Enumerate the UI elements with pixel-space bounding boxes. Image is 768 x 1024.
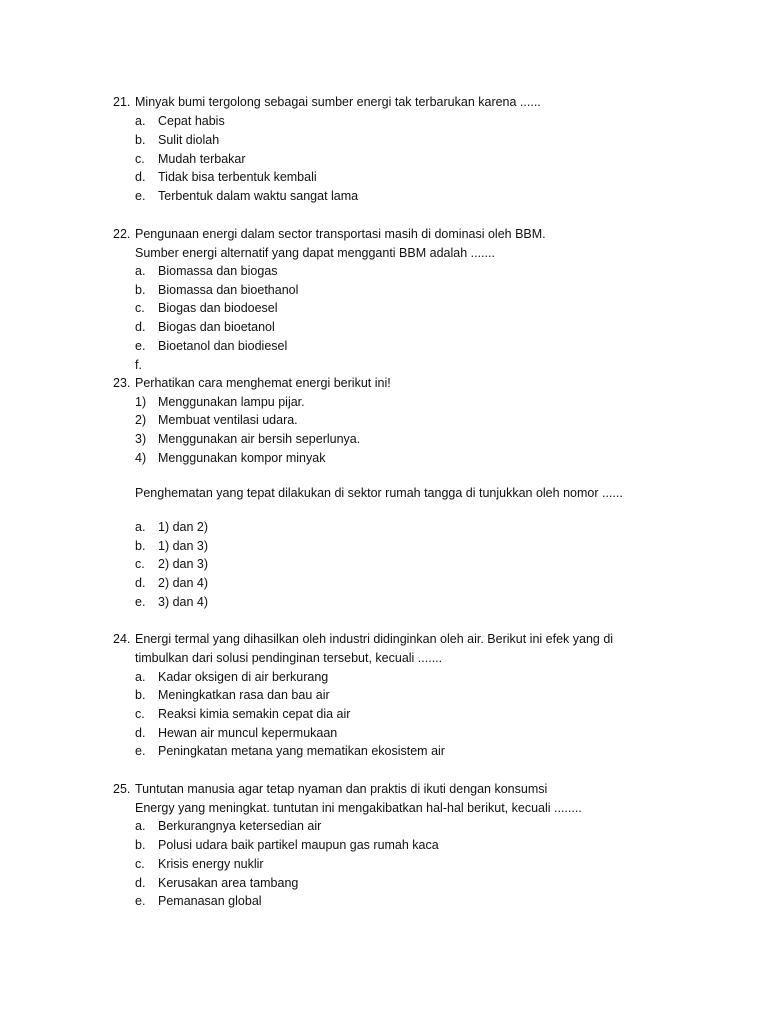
option-text: Hewan air muncul kepermukaan [158,726,338,740]
question-number: 23. [113,376,131,390]
option-label: a. [135,264,146,278]
option-text: Biomassa dan biogas [158,264,278,278]
option-label: c. [135,301,145,315]
option-label: c. [135,857,145,871]
option-label: e. [135,744,146,758]
statement-label: 2) [135,413,147,427]
option-text: Reaksi kimia semakin cepat dia air [158,707,351,721]
option-label: c. [135,557,145,571]
option-label: f. [135,358,142,372]
option-text: Peningkatan metana yang mematikan ekosistem air [158,744,445,758]
option-text: Kerusakan area tambang [158,876,299,890]
option-label: e. [135,894,146,908]
question-number: 22. [113,227,131,241]
option-text: Tidak bisa terbentuk kembali [158,170,317,184]
option-label: c. [135,707,145,721]
option-text: Pemanasan global [158,894,262,908]
question-number: 24. [113,632,131,646]
option-label: e. [135,339,146,353]
option-text: Krisis energy nuklir [158,857,264,871]
question-text: Sumber energi alternatif yang dapat mengganti BBM adalah ....... [135,246,495,260]
option-text: 2) dan 3) [158,557,209,571]
option-label: a. [135,670,146,684]
question-number: 21. [113,95,131,109]
question-text: Minyak bumi tergolong sebagai sumber energi tak terbarukan karena ...... [135,95,541,109]
option-label: b. [135,133,146,147]
option-label: d. [135,876,146,890]
option-text: 3) dan 4) [158,595,209,609]
option-label: c. [135,152,145,166]
option-label: b. [135,688,146,702]
option-text: Mudah terbakar [158,152,246,166]
question-text: Energy yang meningkat. tuntutan ini mengakibatkan hal-hal berikut, kecuali ........ [135,801,582,815]
question-text: Perhatikan cara menghemat energi berikut ini! [135,376,391,390]
option-label: d. [135,576,146,590]
question-number: 25. [113,782,131,796]
option-text: Biogas dan biodoesel [158,301,278,315]
statement-label: 1) [135,395,147,409]
option-text: Bioetanol dan biodiesel [158,339,288,353]
question-text: Pengunaan energi dalam sector transportasi masih di dominasi oleh BBM. [135,227,546,241]
option-text: Sulit diolah [158,133,220,147]
question-text: Tuntutan manusia agar tetap nyaman dan praktis di ikuti dengan konsumsi [135,782,548,796]
option-label: e. [135,595,146,609]
option-text: Biogas dan bioetanol [158,320,275,334]
statement-text: Menggunakan lampu pijar. [158,395,305,409]
option-label: b. [135,539,146,553]
option-label: d. [135,320,146,334]
option-text: Terbentuk dalam waktu sangat lama [158,189,359,203]
option-text: Berkurangnya ketersedian air [158,819,322,833]
statement-text: Membuat ventilasi udara. [158,413,298,427]
question-text: timbulkan dari solusi pendinginan tersebut, kecuali ....... [135,651,443,665]
option-text: Meningkatkan rasa dan bau air [158,688,330,702]
option-text: Kadar oksigen di air berkurang [158,670,329,684]
option-label: e. [135,189,146,203]
statement-label: 4) [135,451,147,465]
option-text: 2) dan 4) [158,576,209,590]
option-text: 1) dan 2) [158,520,209,534]
option-label: d. [135,170,146,184]
statement-text: Menggunakan air bersih seperlunya. [158,432,361,446]
option-label: a. [135,819,146,833]
option-text: Cepat habis [158,114,225,128]
option-text: Biomassa dan bioethanol [158,283,299,297]
question-prompt: Penghematan yang tepat dilakukan di sektor rumah tangga di tunjukkan oleh nomor ...... [135,486,623,500]
question-text: Energi termal yang dihasilkan oleh industri didinginkan oleh air. Berikut ini efek yang di [135,632,614,646]
option-label: d. [135,726,146,740]
statement-text: Menggunakan kompor minyak [158,451,326,465]
option-label: b. [135,283,146,297]
option-label: b. [135,838,146,852]
option-text: 1) dan 3) [158,539,209,553]
option-label: a. [135,520,146,534]
statement-label: 3) [135,432,147,446]
option-text: Polusi udara baik partikel maupun gas rumah kaca [158,838,439,852]
option-label: a. [135,114,146,128]
